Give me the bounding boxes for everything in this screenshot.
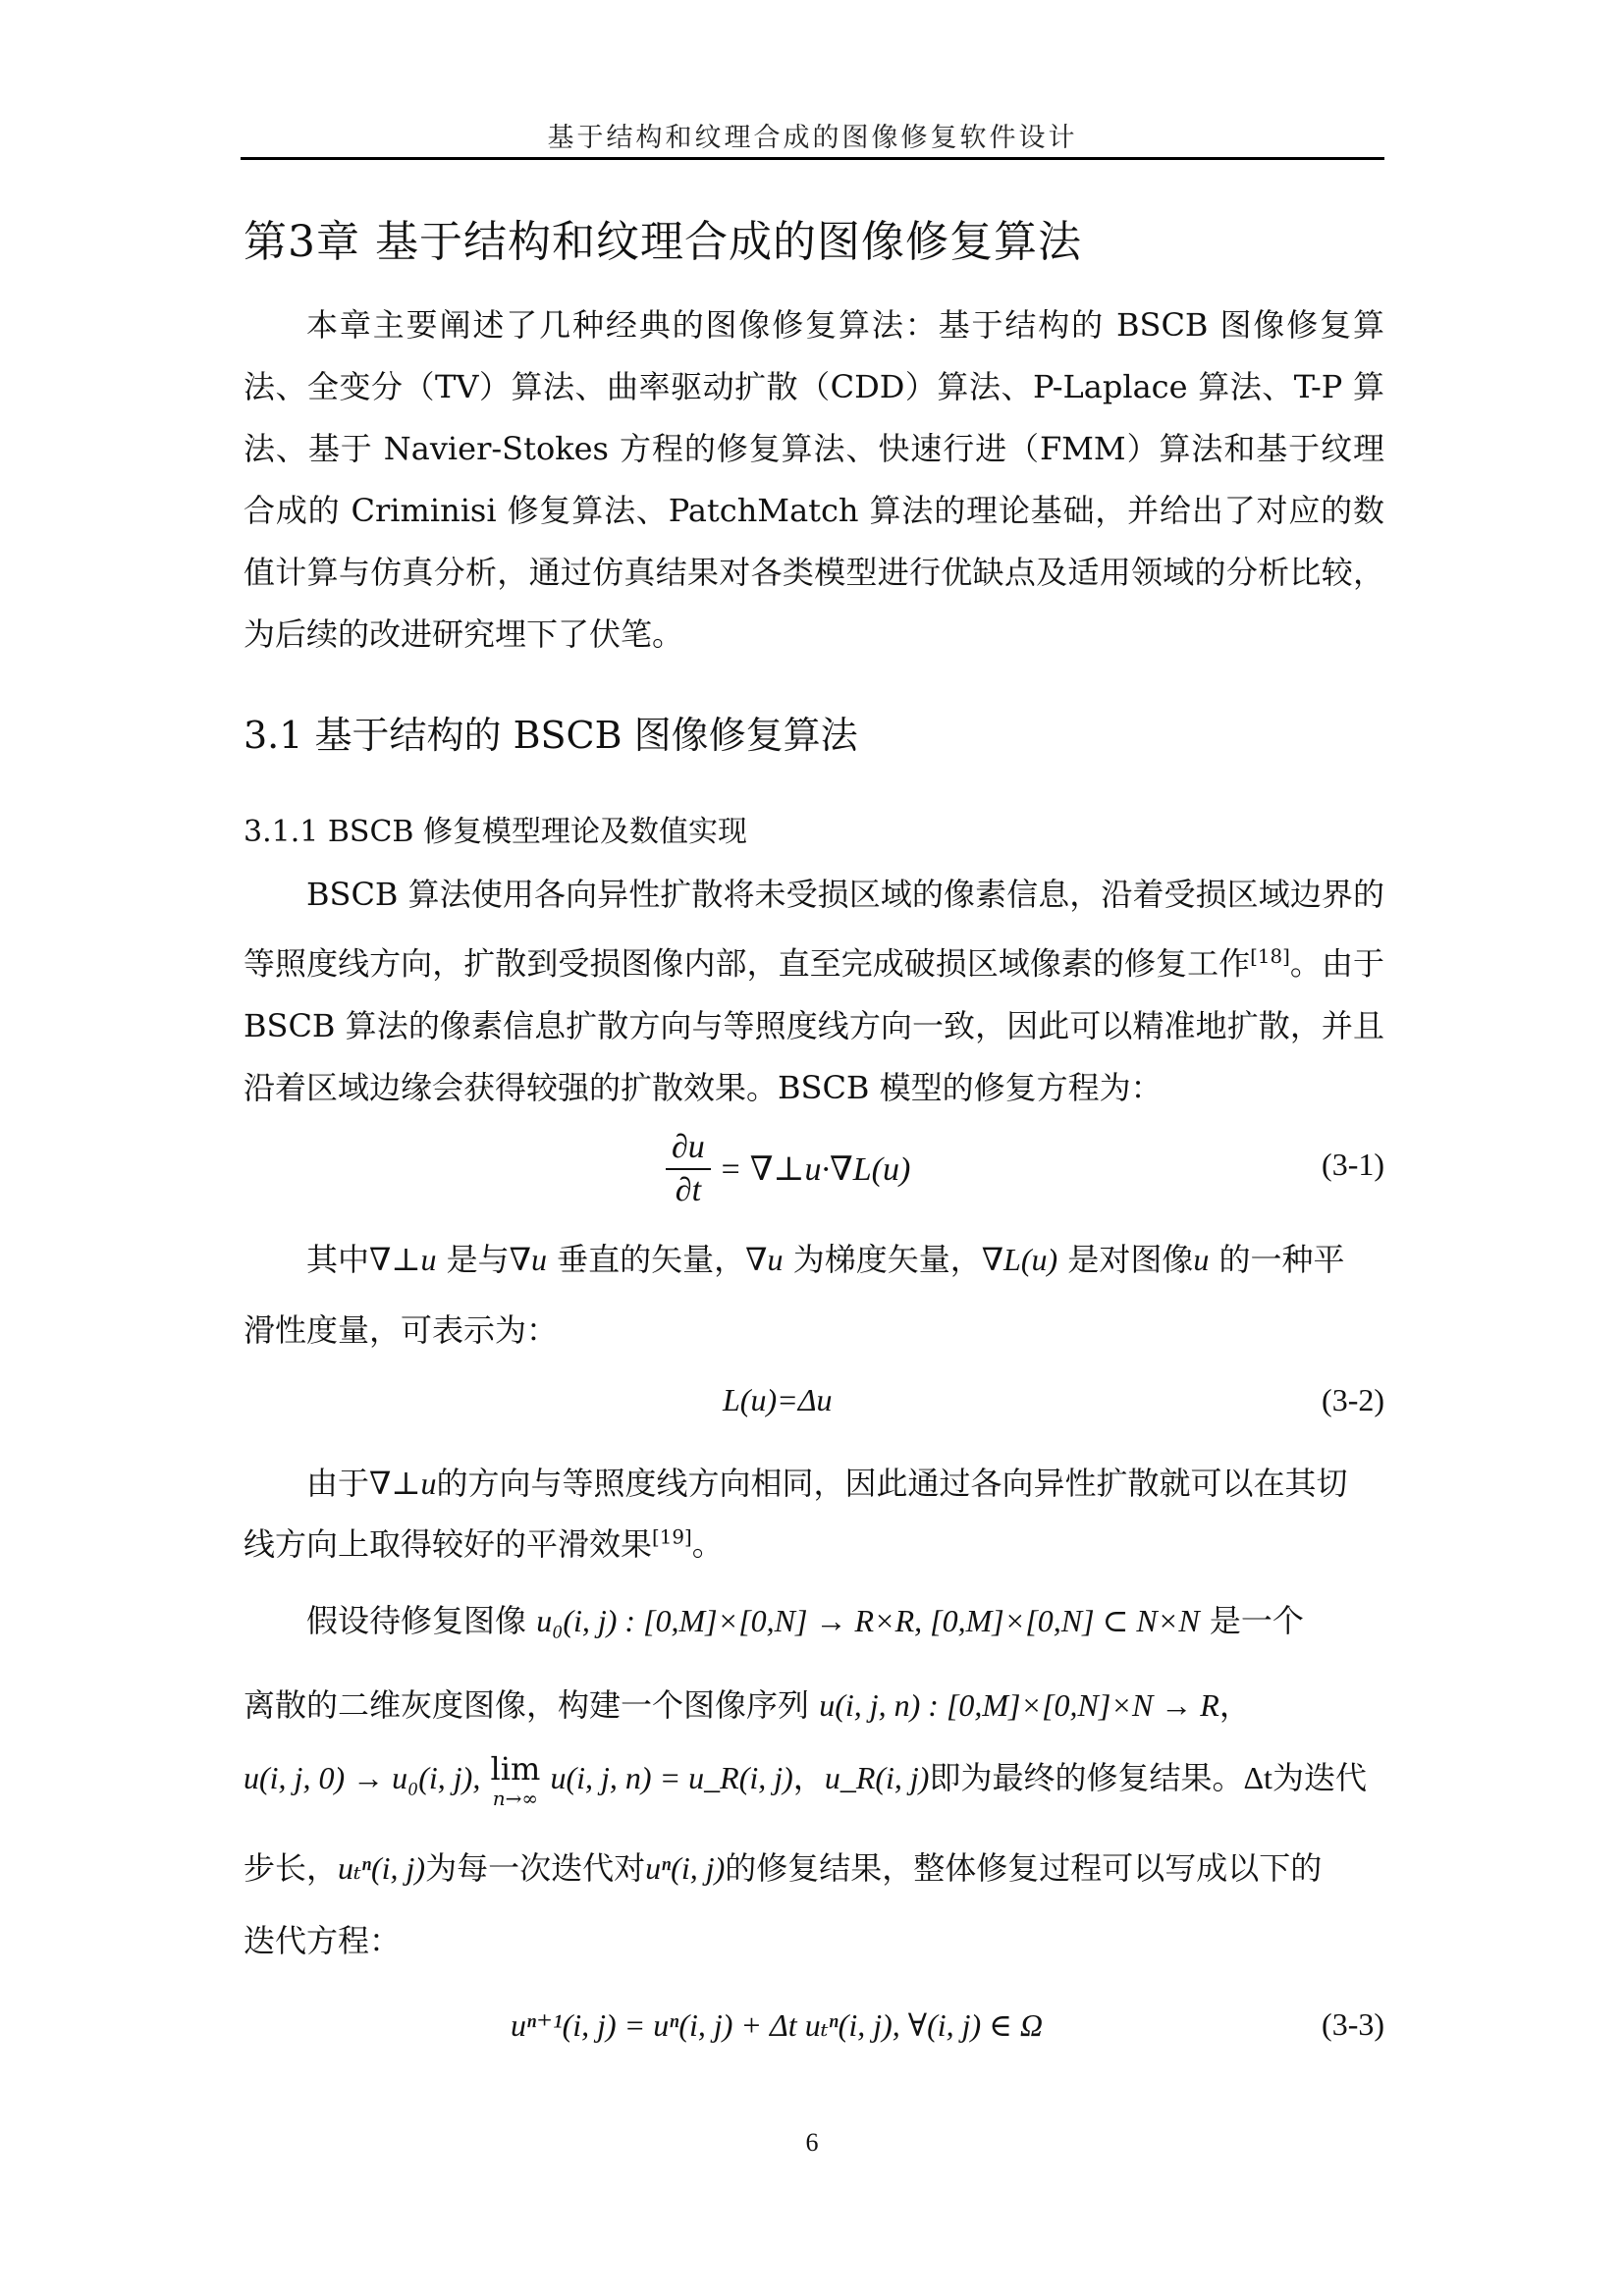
subsection-heading: 3.1.1 BSCB 修复模型理论及数值实现 (244, 815, 748, 849)
para4-l3-math-c: u_R(i, j) (824, 1760, 930, 1795)
eq1-rhs: = ∇⊥u·∇L(u) (719, 1151, 911, 1188)
para4-l4-mid: 为每一次迭代对 (425, 1849, 646, 1887)
para4-l3-post: 即为最终的修复结果。 (929, 1759, 1244, 1796)
para4-l3-mid: ， (792, 1759, 825, 1796)
eq1-denominator: ∂t (675, 1172, 702, 1208)
page-number: 6 (805, 2128, 819, 2157)
header-rule (241, 157, 1384, 160)
eq1-numerator: ∂u (666, 1129, 711, 1170)
limit-label: lim (490, 1750, 541, 1788)
limit-subscript: n→∞ (492, 1787, 539, 1810)
paragraph-bscb-1 (244, 864, 1384, 1119)
paragraph-4-line-1 (244, 1596, 1384, 1641)
paragraph-2-line-1 (244, 1235, 1384, 1280)
paragraph-3-line-1 (244, 1459, 1384, 1504)
para4-l4-math-b: uⁿ(i, j) (645, 1850, 726, 1886)
para1-text: BSCB 算法使用各向异性扩散将未受损区域的像素信息，沿着受损区域边界的等照度线方向，扩散到受损图像内部，直至完成破损区域像素的修复工作 (244, 876, 1384, 983)
para3-line2: 线方向上取得较好的平滑效果 (244, 1525, 653, 1563)
para4-l3-tail: 为迭代 (1272, 1759, 1367, 1796)
para4-l1-pre: 假设待修复图像 (306, 1602, 527, 1639)
paragraph-4-line-2 (244, 1681, 1384, 1726)
para3-t1: ∇⊥u (369, 1466, 437, 1501)
para4-l3-math-b: u(i, j, n) = u_R(i, j) (550, 1760, 793, 1795)
citation-18: [18] (1250, 945, 1290, 968)
para2-e: 的一种平 (1218, 1241, 1345, 1278)
equation-label-3-1: (3-1) (1322, 1147, 1384, 1182)
para4-l4-post: 的修复结果，整体修复过程可以写成以下的 (725, 1849, 1323, 1887)
paragraph-4-line-4 (244, 1843, 1384, 1889)
paragraph-4-line-3 (244, 1750, 1384, 1810)
para4-l1-math: u₀(i, j) : [0,M]×[0,N] → R×R, [0,M]×[0,N] ⊂ N×N (536, 1603, 1200, 1638)
para4-l4-pre: 步长， (244, 1849, 339, 1887)
para4-l2-math: u(i, j, n) : [0,M]×[0,N]×N → R (819, 1687, 1219, 1723)
para2-t4: ∇L(u) (981, 1242, 1058, 1277)
intro-paragraph: 本章主要阐述了几种经典的图像修复算法：基于结构的 BSCB 图像修复算法、全变分（TV）算法、曲率驱动扩散（CDD）算法、P-Laplace 算法、T-P 算法、基于 Navier-Stokes 方程的修复算法、快速行进（FMM）算法和基于纹理合成的 Criminisi 修复算法、PatchMatch 算法的理论基础，并给出了对应的数值计算与仿真分析，通过仿真结果对各类模型进行优缺点及适用领域的分析比较，为后续的改进研究埋下了伏笔。 (244, 306, 1384, 653)
chapter-title: 第3章 基于结构和纹理合成的图像修复算法 (244, 217, 1082, 267)
para4-l3-math-a: u(i, j, 0) → u₀(i, j), (244, 1760, 481, 1795)
equation-label-3-3: (3-3) (1322, 2006, 1384, 2042)
para2-t5: u (1193, 1242, 1210, 1277)
equation-label-3-2: (3-2) (1322, 1382, 1384, 1417)
para3-rest: 的方向与等照度线方向相同，因此通过各向异性扩散就可以在其切 (436, 1465, 1348, 1502)
para4-l2-pre: 离散的二维灰度图像，构建一个图像序列 (244, 1686, 810, 1724)
equation-3-2: L(u)=Δu (723, 1382, 833, 1417)
para2-c: 为梯度矢量， (792, 1241, 982, 1278)
para4-l1-post: 是一个 (1209, 1602, 1304, 1639)
equation-3-3: uⁿ⁺¹(i, j) = uⁿ(i, j) + Δt uₜⁿ(i, j), ∀(i, j) ∈ Ω (511, 2007, 1043, 2043)
para3-pre: 由于 (306, 1465, 370, 1502)
para2-pre: 其中 (306, 1241, 370, 1278)
limit-operator (490, 1750, 541, 1810)
para2-t1: ∇⊥u (369, 1242, 437, 1277)
paragraph-2-line-2: 滑性度量，可表示为： (244, 1311, 559, 1349)
para2-b: 垂直的矢量， (557, 1241, 746, 1278)
citation-19: [19] (652, 1525, 692, 1549)
paragraph-4-line-5: 迭代方程： (244, 1922, 402, 1959)
para1-end: 。 (1289, 944, 1322, 983)
eq1-fraction (666, 1129, 711, 1209)
para3-end: 。 (691, 1525, 724, 1563)
para4-l4-math-a: uₜⁿ(i, j) (338, 1850, 426, 1886)
section-heading: 3.1 基于结构的 BSCB 图像修复算法 (244, 714, 858, 757)
para2-t2: ∇u (509, 1242, 547, 1277)
para2-d: 是对图像 (1067, 1241, 1194, 1278)
running-header: 基于结构和纹理合成的图像修复软件设计 (547, 123, 1078, 153)
para4-l2-post: ， (1218, 1686, 1251, 1724)
para1-text2: 由于 BSCB 算法的像素信息扩散方向与等照度线方向一致，因此可以精准地扩散，并且沿着区域边缘会获得较强的扩散效果。BSCB 模型的修复方程为： (244, 944, 1384, 1106)
para2-a: 是与 (446, 1241, 510, 1278)
paragraph-3-line-2 (244, 1520, 1384, 1565)
equation-3-1 (666, 1129, 910, 1209)
para2-t3: ∇u (745, 1242, 784, 1277)
para4-l3-dt: Δt (1243, 1760, 1272, 1795)
